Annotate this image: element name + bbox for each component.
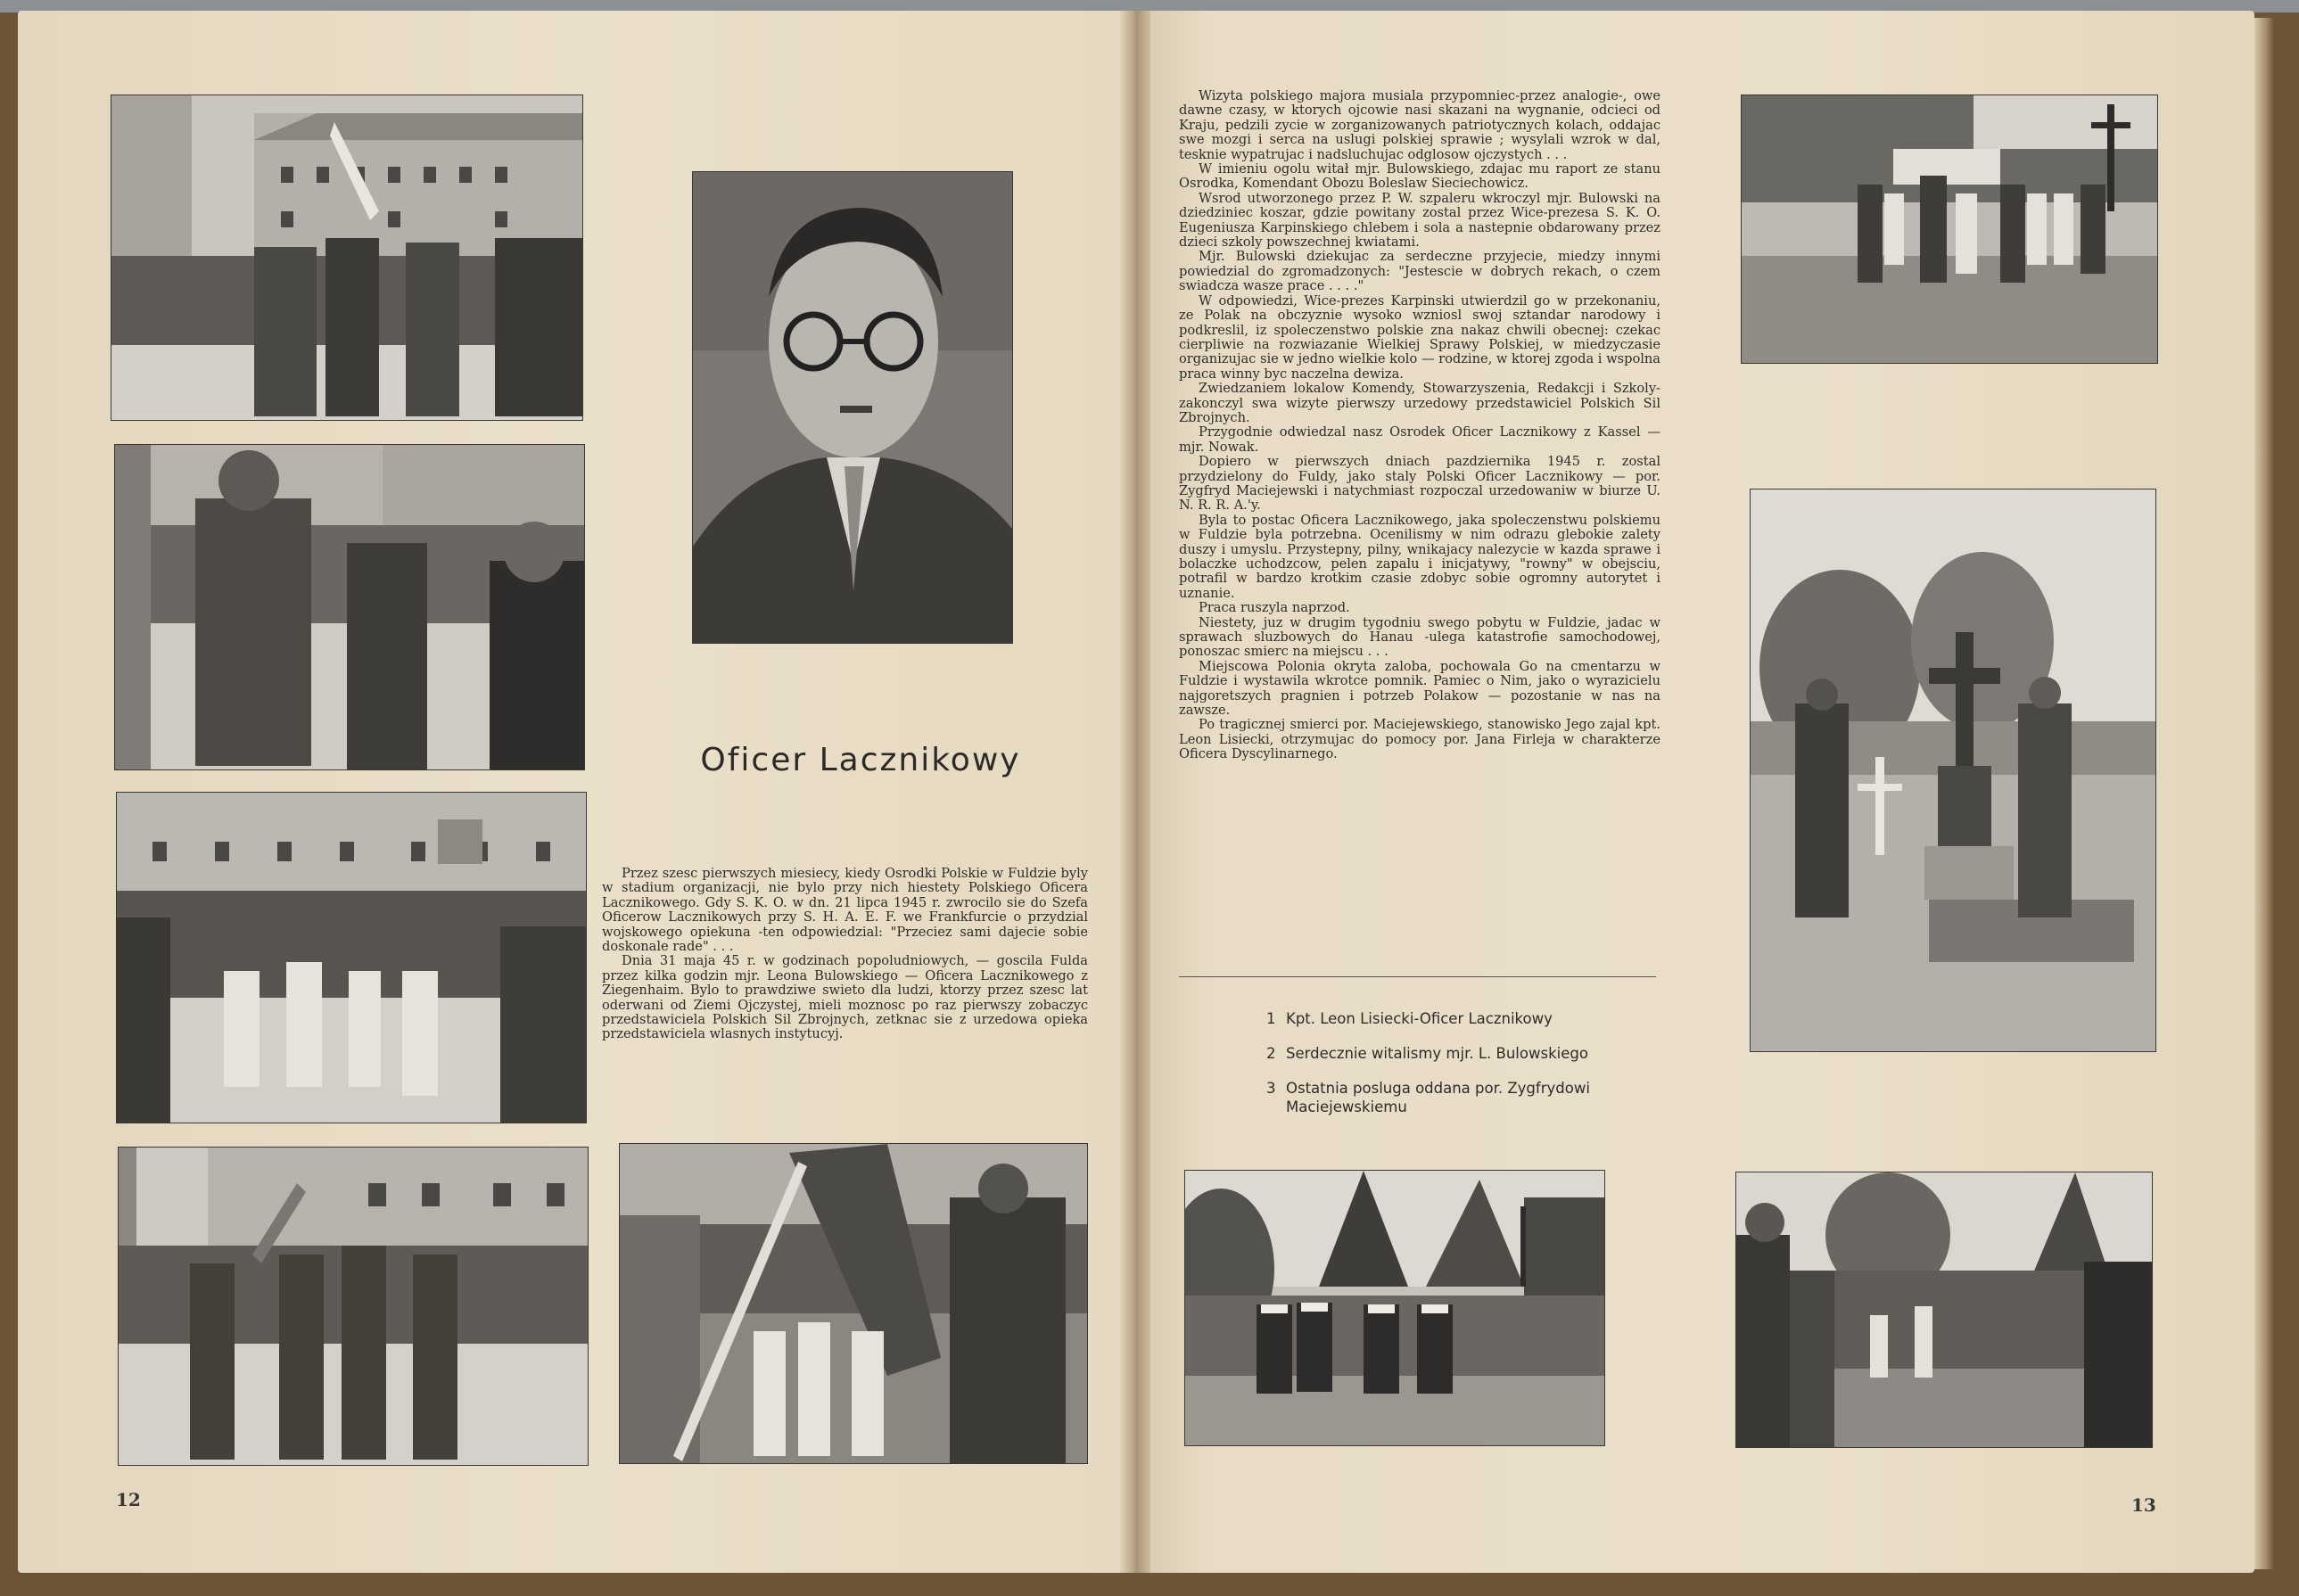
photo-parade-soldiers [118,1147,589,1466]
photo-children-with-flowers [116,792,587,1123]
paragraph: W odpowiedzi, Wice-prezes Karpinski utwierdzil go w przekonaniu, ze Polak na obczyznie wysoko wzniosl swoj sztandar narodowy i podkreslil, iz spoleczenstwo polskie zna nakaz chwili obecnej: czekac cierpliwie na rozwiazanie Wielkiej Sprawy Polskiej, w miedzyczasie organizujac sie w jedno wielkie kolo — rodzine, w ktorej zgoda i wspolna praca winny byc naczelna dewiza. [1179,292,1660,382]
paragraph: Wizyta polskiego majora musiala przypomniec-przez analogie-, owe dawne czasy, w ktorych ojcowie nasi skazani na wygnanie, odcieci od Kraju, pedzili zycie w zorganizowanych patriotycznych kolach, oddajac swe mozgi i serca na uslugi polskiej sprawie ; wysylali wzrok w dal, tesknie wypatrujac i nadsluchujac odglosow ojczystych . . . [1179,88,1660,162]
photo-portrait-lisiecki [692,171,1013,644]
page-number-right: 13 [2131,1494,2156,1516]
photo-welcome-ceremony-salute [111,95,583,421]
paragraph: Po tragicznej smierci por. Maciejewskiego, stanowisko Jego zajal kpt. Leon Lisiecki, otrzymujac do pomocy por. Jana Firleja w charakterze Oficera Dyscylinarnego. [1179,717,1660,762]
photo-officer-with-flag [114,444,585,770]
caption-text: Serdecznie witalismy mjr. L. Bulowskiego [1286,1045,1588,1062]
photo-nuns-at-cemetery [1184,1170,1605,1446]
paragraph: Praca ruszyla naprzod. [1199,600,1350,616]
article-text-left [602,867,1088,1042]
caption-text: Ostatnia posluga oddana por. Zygfrydowi Maciejewskiemu [1286,1080,1590,1115]
photo-crowd-with-banner [619,1143,1088,1464]
paragraph: Byla to postac Oficera Lacznikowego, jaka spoleczenstwu polskiemu w Fuldzie byla potrzebna. Ocenilismy w nim odrazu glebokie zalety duszy i umyslu. Przystepny, pilny, wnikajacy nalezycie w kazda sprawe i bolaczke uchodzcow, pelen zapalu i inicjatywy, "rowny" w obejsciu, potrafil w bardzo krotkim czasie zdobyc sobie ogromny autorytet i uznanie. [1179,512,1660,601]
book-gutter [1120,11,1150,1573]
divider-rule [1179,976,1656,977]
book-edge [2254,18,2274,1569]
caption-number: 2 [1266,1045,1276,1062]
caption-item [1266,1044,1677,1063]
photo-mourners-at-grave [1735,1172,2153,1448]
photo-grave-monument [1750,489,2156,1052]
photo-captions [1266,1009,1677,1132]
paragraph: Mjr. Bulowski dziekujac za serdeczne przyjecie, miedzy innymi powiedzial do zgromadzonych: "Jestescie w dobrych rekach, o czem swiadcza wasze prace . . . ." [1179,249,1660,294]
paragraph: Wsrod utworzonego przez P. W. szpaleru wkroczyl mjr. Bulowski na dziedziniec koszar, gdzie powitany zostal przez Wice-prezesa S. K. O. Eugeniusza Karpinskiego chlebem i sola a nastepnie obdarowany przez dzieci szkoly powszechnej kwiatami. [1179,190,1660,251]
caption-text: Kpt. Leon Lisiecki-Oficer Lacznikowy [1286,1010,1553,1027]
page-number-left: 12 [116,1489,141,1510]
paragraph: Dnia 31 maja 45 r. w godzinach popoludniowych, — goscila Fulda przez kilka godzin mjr. Leona Bulowskiego — Oficera Lacznikowego z Ziegenhaim. Bylo to prawdziwe swieto dla ludzi, ktorzy przez szesc lat oderwani od Ziemi Ojczystej, mieli moznosc po raz pierwszy zobaczyc przedstawiciela Polskich Sil Zbrojnych, zetknac sie z urzedowa opieka przedstawiciela wlasnych instytucyj. [602,953,1088,1042]
photo-funeral-procession [1741,95,2158,364]
paragraph: Miejscowa Polonia okryta zaloba, pochowala Go na cmentarzu w Fuldzie i wystawila wkrotce pomnik. Pamiec o Nim, jako o wyrazicielu najgoretszych pragnien i potrzeb Polakow — pozostanie w nas na zawsze. [1179,658,1660,719]
caption-item [1266,1009,1677,1028]
caption-number: 1 [1266,1010,1276,1027]
caption-number: 3 [1266,1080,1276,1097]
article-text-right [1179,89,1660,762]
article-title: Oficer Lacznikowy [700,742,1021,778]
paragraph: Niestety, juz w drugim tygodniu swego pobytu w Fuldzie, jadac w sprawach sluzbowych do Hanau -ulega katastrofie samochodowej, ponoszac smierc na miejscu . . . [1179,614,1660,660]
paragraph: Zwiedzaniem lokalow Komendy, Stowarzyszenia, Redakcji i Szkoly-zakonczyl swa wizyte pierwszy urzedowy przedstawiciel Polskich Sil Zbrojnych. [1179,381,1660,425]
paragraph: W imieniu ogolu witał mjr. Bulowskiego, zdajac mu raport ze stanu Osrodka, Komendant Obozu Boleslaw Sieciechowicz. [1179,161,1660,192]
paragraph: Przez szesc pierwszych miesiecy, kiedy Osrodki Polskie w Fuldzie byly w stadium organizacji, nie bylo przy nich hiestety Polskiego Oficera Lacznikowego. Gdy S. K. O. w dn. 21 lipca 1945 r. zwrocilo sie do Szefa Oficerow Lacznikowych przy S. H. A. E. F. we Frankfurcie o przydzial wojskowego opiekuna -ten odpowiedzial: "Przeciez sami dajecie sobie doskonale rade" . . . [602,866,1088,955]
paragraph: Przygodnie odwiedzal nasz Osrodek Oficer Lacznikowy z Kassel — mjr. Nowak. [1179,424,1660,455]
paragraph: Dopiero w pierwszych dniach pazdziernika 1945 r. zostal przydzielony do Fuldy, jako staly Polski Oficer Lacznikowy — por. Zygfryd Maciejewski i natychmiast rozpoczal urzedowaniw w biurze U. N. R. R. A.'y. [1179,454,1660,514]
caption-item [1266,1079,1677,1116]
